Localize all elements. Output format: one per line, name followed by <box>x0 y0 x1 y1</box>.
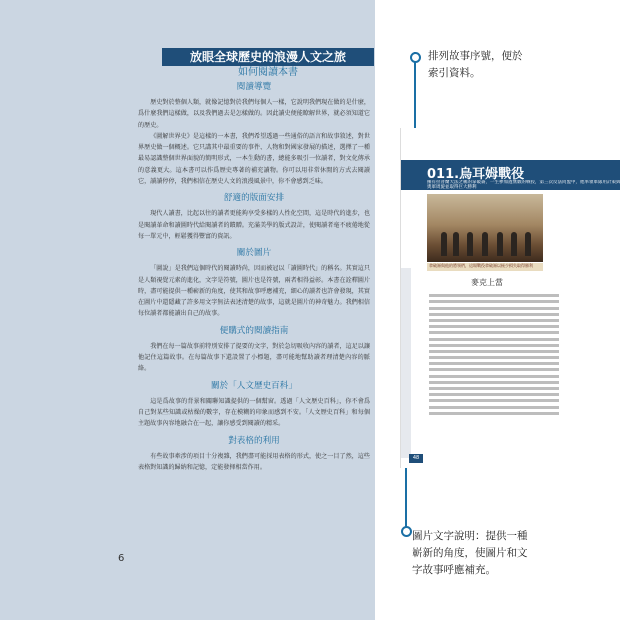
section-heading: 對表格的利用 <box>228 435 280 446</box>
section-paragraph: 有些故事牽涉的項目十分複雜，我們盡可能採用表格的形式，使之一目了然，這些表格對知識的歸納和記憶，定能發揮相當作用。 <box>138 452 370 471</box>
page-title: 放眼全球歷史的浪漫人文之旅 <box>162 48 374 66</box>
section-paragraph: 歷史對於整個人類，就像記憶對於我們每個人一樣，它說明我們現在做的是什麼，爲什麼我們這樣做，以及我們過去是怎樣做的。因此讀史便能瞭解世界，就必須知道它的歷史。 <box>138 99 370 129</box>
section-paragraph: 《圖解世界史》是這樣的一本書，我們希望透過一些通俗的語言和故事敘述，對世界歷史做一個概述。它只講其中最重要的事件、人物和對國家發展的描述，選擇了一種最易認識整個世界面貌的簡明形式，一本生動的書，總能多吸引一位讀者，對文化傳承的意義更大。這本書可以作爲歷史專著的補充讀物。你可以用非常休閒的方式去閱讀它，讀讀停停，我們相信在歷史人文的浪漫風景中，你不會感到乏味。 <box>138 132 370 186</box>
main-content <box>138 80 370 473</box>
section-paragraph: 這是爲故事的背景和關聯知識提供的一個幫窗。透過「人文歷史百科」，你不會爲自己對某些知識或枯燥的數字，存在模糊的印象而感到不安。「人文歷史百科」和每個主題故事內容地融合在一起，讓你感受到閱讀的精采。 <box>138 397 370 428</box>
section-heading: 關於「人文歷史百科」 <box>211 380 297 391</box>
page-subtitle: 如何閱讀本書 <box>238 67 298 78</box>
section-paragraph: 「圖說」是我們這個時代的閱讀時尚，因而被冠以「讀圖時代」的稱名。其實這只是人類視覺元素的進化，文字是符號，圖片也是符號，兩者相得益彰。本書在詮釋圖片時，盡可能提供一種嶄新的角度，使其和故事呼應補充，細心的讀者也許會發現，其實在圖片中還隱藏了許多用文字無法表述清楚的故事，這就是圖片的神奇魅力。我們相信每位讀者都能讀出自己的故事。 <box>138 265 370 318</box>
sample-page-number: 48 <box>409 454 423 463</box>
callout-line-top <box>414 52 416 128</box>
sample-page-heading: 麥克上當 <box>471 278 503 287</box>
section-heading: 便購式的閱讀指南 <box>219 325 289 336</box>
page-number: 6 <box>118 553 125 564</box>
sample-page-title: 011.烏耳姆戰役 <box>427 167 525 182</box>
callout-dot-top <box>410 52 421 63</box>
sample-page-painting <box>427 194 543 262</box>
section-heading: 關於圖片 <box>236 248 272 259</box>
callout-image-caption: 圖片文字說明：提供一種嶄新的角度，使圖片和文字故事呼應補充。 <box>412 530 528 576</box>
section-heading: 舒適的版面安排 <box>223 193 285 204</box>
sample-page-preview <box>400 128 620 468</box>
sample-page-sidebar <box>401 268 411 458</box>
section-paragraph: 現代人讀書，比起以往的讀者更能夠享受多樣的人性化空間，這是時代的進步，也是閱讀革命和讀圖時代給閱讀者的饋贈。充滿美學的版式設計，使閱讀者毫不疲倦地從每一單元中，輕鬆獲得豐富的資訊。 <box>138 210 370 240</box>
callout-story-number: 排列故事序號，便於索引資料。 <box>428 50 523 79</box>
sample-page-text <box>429 291 559 418</box>
sample-page-summary: 擁有拉普蘭大法之稱的拿破崙，一生參加過無數的戰役，第三次反法同盟中，他率領軍隊用計策與奧軍周旋並取得巨大勝利 <box>427 180 620 190</box>
callout-dot-bottom <box>401 526 412 537</box>
sample-page-caption: 拿破崙與他的將領們，這場戰役拿破崙以極少損失取得勝利 <box>427 263 543 271</box>
section-paragraph: 我們在每一篇故事前特別安排了提要的文字，對於急切吸收內容的讀者，這足以讓他記住這篇故事。在每篇故事下還設置了小標題，盡可能地幫助讀者理清楚內容的脈絡。 <box>138 342 370 373</box>
section-heading: 閱讀導覽 <box>236 82 272 92</box>
